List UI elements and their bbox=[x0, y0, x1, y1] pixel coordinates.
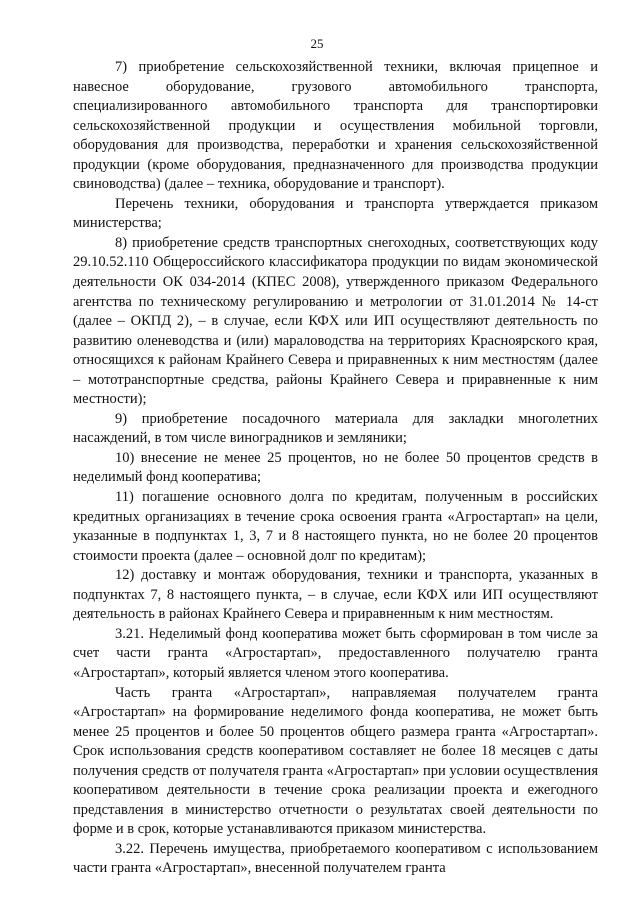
paragraph-equipment-list: Перечень техники, оборудования и транспорта утверждается приказом министерства; bbox=[73, 195, 598, 232]
document-body bbox=[73, 58, 598, 879]
page-number: 25 bbox=[310, 36, 324, 51]
paragraph-item-10: 10) внесение не менее 25 процентов, но не более 50 процентов средств в неделимый фонд кооператива; bbox=[73, 449, 598, 486]
paragraph-item-12: 12) доставку и монтаж оборудования, техники и транспорта, указанных в подпунктах 7, 8 настоящего пункта, – в случае, если КФХ или ИП осуществляют деятельность в районах Крайнего Севера и приравненным к ним местностям. bbox=[73, 567, 598, 623]
paragraph-item-9: 9) приобретение посадочного материала для закладки многолетних насаждений, в том числе виноградников и земляники; bbox=[73, 410, 598, 447]
paragraph-grant-share: Часть гранта «Агростартап», направляемая получателем гранта «Агростартап» на формирование неделимого фонда кооператива, не может быть менее 25 процентов и более 50 процентов общего размера гранта «Агростартап». Срок использования средств кооперативом составляет не более 18 месяцев с даты получения средств от получателя гранта «Агростартап» при условии осуществления кооперативом деятельности в течение срока реализации проекта и ежегодного представления в министерство отчетности о результатах своей деятельности по форме и в срок, которые устанавливаются приказом министерства. bbox=[73, 684, 598, 838]
paragraph-section-3-22: 3.22. Перечень имущества, приобретаемого кооперативом с использованием части гранта «Агростартап», внесенной получателем гранта bbox=[73, 840, 598, 877]
paragraph-item-7: 7) приобретение сельскохозяйственной техники, включая прицепное и навесное оборудование, грузового автомобильного транспорта, специализированного автомобильного транспорта для транспортировки сельскохозяйственной продукции и осуществления мобильной торговли, оборудования для производства, переработки и хранения сельскохозяйственной продукции (кроме оборудования, предназначенного для производства продукции свиноводства) (далее – техника, оборудование и транспорт). bbox=[73, 59, 598, 193]
paragraph-item-11: 11) погашение основного долга по кредитам, полученным в российских кредитных организациях в течение срока освоения гранта «Агростартап» на цели, указанные в подпунктах 1, 3, 7 и 8 настоящего пункта, но не более 20 процентов стоимости проекта (далее – основной долг по кредитам); bbox=[73, 489, 598, 564]
paragraph-section-3-21: 3.21. Неделимый фонд кооператива может быть сформирован в том числе за счет части гранта «Агростартап», предоставленного получателю гранта «Агростартап», который является членом этого кооператива. bbox=[73, 625, 598, 681]
paragraph-item-8: 8) приобретение средств транспортных снегоходных, соответствующих коду 29.10.52.110 Общероссийского классификатора продукции по видам экономической деятельности ОК 034-2014 (КПЕС 2008), утвержденного приказом Федерального агентства по техническому регулированию и метрологии от 31.01.2014 № 14-ст (далее – ОКПД 2), – в случае, если КФХ или ИП осуществляют деятельность по развитию оленеводства и (или) мараловодства на территориях Красноярского края, относящихся к районам Крайнего Севера и приравненных к ним местностям (далее – мототранспортные средства, районы Крайнего Севера и приравненные к ним местности); bbox=[73, 234, 598, 408]
